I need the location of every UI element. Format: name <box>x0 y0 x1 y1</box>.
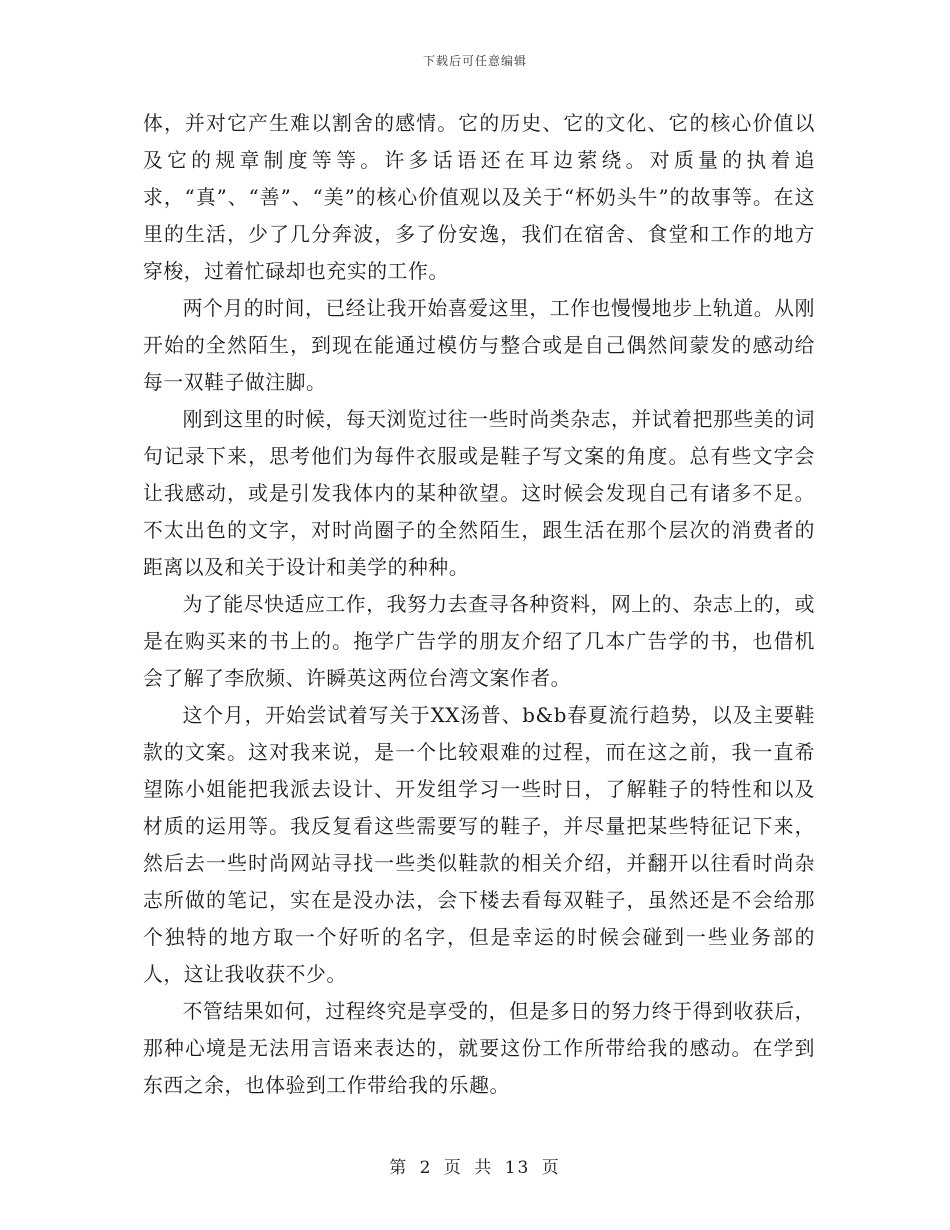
paragraph-6: 不管结果如何，过程终究是享受的，但是多日的努力终于得到收获后，那种心境是无法用言语来表达的，就要这份工作所带给我的感动。在学到东西之余，也体验到工作带给我的乐趣。 <box>143 1000 815 1097</box>
paragraph-1: 体，并对它产生难以割舍的感情。它的历史、它的文化、它的核心价值以及它的规章制度等等。许多话语还在耳边萦绕。对质量的执着追求，“真”、“善”、“美”的核心价值观以及关于“杯奶头牛”的故事等。在这里的生活，少了几分奔波，多了份安逸，我们在宿舍、食堂和工作的地方穿梭，过着忙碌却也充实的工作。 <box>143 112 815 283</box>
page-header-note: 下载后可任意编辑 <box>422 54 527 68</box>
page-number-footer: 第 2 页 共 13 页 <box>389 1158 561 1178</box>
paragraph-4: 为了能尽快适应工作，我努力去查寻各种资料，网上的、杂志上的，或是在购买来的书上的。拖学广告学的朋友介绍了几本广告学的书，也借机会了解了李欣频、许瞬英这两位台湾文案作者。 <box>143 593 815 690</box>
paragraph-5: 这个月，开始尝试着写关于XX汤普、b&b春夏流行趋势，以及主要鞋款的文案。这对我来说，是一个比较艰难的过程，而在这之前，我一直希望陈小姐能把我派去设计、开发组学习一些时日，了解鞋子的特性和以及材质的运用等。我反复看这些需要写的鞋子，并尽量把某些特征记下来，然后去一些时尚网站寻找一些类似鞋款的相关介绍，并翻开以往看时尚杂志所做的笔记，实在是没办法，会下楼去看每双鞋子，虽然还是不会给那个独特的地方取一个好听的名字，但是幸运的时候会碰到一些业务部的人，这让我收获不少。 <box>143 704 815 986</box>
paragraph-3: 刚到这里的时候，每天浏览过往一些时尚类杂志，并试着把那些美的词句记录下来，思考他们为每件衣服或是鞋子写文案的角度。总有些文字会让我感动，或是引发我体内的某种欲望。这时候会发现自己有诸多不足。不太出色的文字，对时尚圈子的全然陌生，跟生活在那个层次的消费者的距离以及和关于设计和美学的种种。 <box>143 408 815 579</box>
document-body <box>143 105 815 1104</box>
paragraph-2: 两个月的时间，已经让我开始喜爱这里，工作也慢慢地步上轨道。从刚开始的全然陌生，到现在能通过模仿与整合或是自己偶然间蒙发的感动给每一双鞋子做注脚。 <box>143 297 815 394</box>
